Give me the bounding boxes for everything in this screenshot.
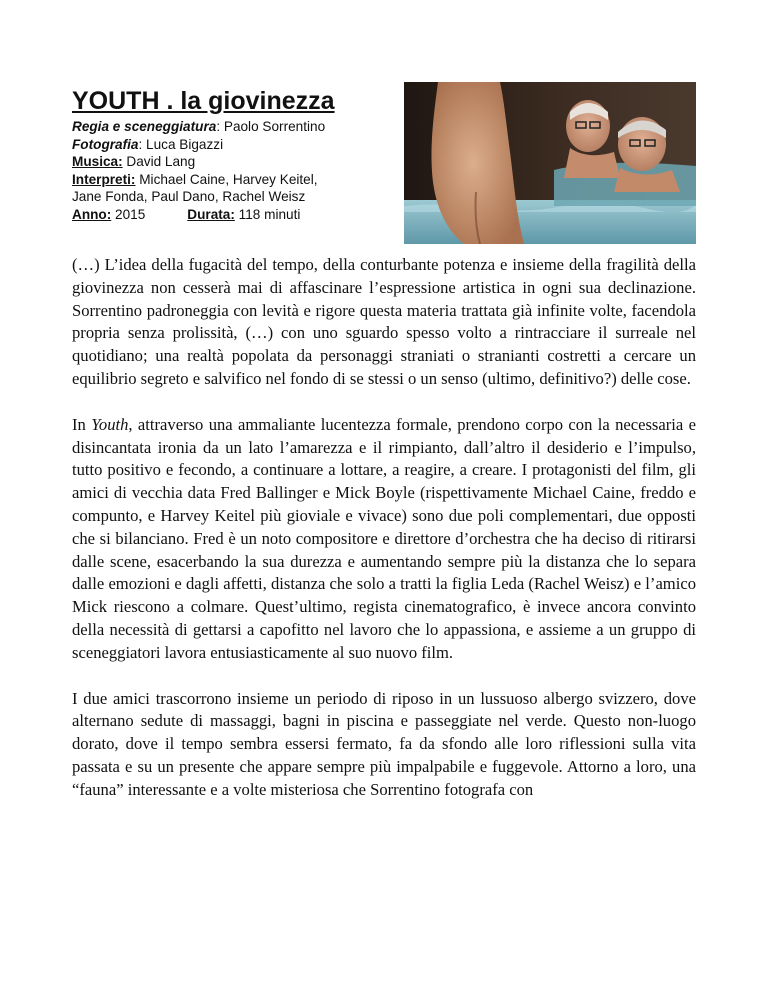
- credit-label: Musica:: [72, 154, 123, 170]
- document-page: [72, 86, 696, 799]
- film-title: YOUTH . la giovinezza: [72, 87, 335, 115]
- anno-label: Anno:: [72, 206, 112, 222]
- film-still-svg: [404, 82, 696, 244]
- credit-anno-durata: [72, 206, 412, 224]
- anno-value: 2015: [115, 206, 146, 222]
- paragraph-2-text: , attraverso una ammaliante lucentezza formale, prendono corpo con la necessaria e disincantata ironia da un lato l’amarezza e il rimpianto, dall’altro il desiderio e l’impulso, tutto positivo e fecondo, a continuare a lottare, a reagire, a creare. I protagonisti del film, gli amici di vecchia data Fred Ballinger e Mick Boyle (rispettivamente Michael Caine, freddo e compunto, e Harvey Keitel più gioviale e vivace) sono due poli complementari, due opposti che si bilanciano. Fred è un noto compositore e direttore d’orchestra che ha deciso di ritirarsi dalle scene, esacerbando la sua durezza e aumentando sempre più la distanza che lo separa dalle emozioni e dagli affetti, distanza che solo a tratti la figlia Leda (Rachel Weisz) e l’amico Mick riescono a colmare. Quest’ultimo, regista cinematografico, è invece ancora convinto della necessità di gettarsi a capofitto nel lavoro che lo appassiona, e assieme a un gruppo di sceneggiatori lavora entusiasticamente al suo nuovo film.: [72, 414, 696, 662]
- paragraph-3: I due amici trascorrono insieme un periodo di riposo in un lussuoso albergo svizzero, dove alternano sedute di massaggi, bagni in piscina e passeggiate nel verde. Questo non-luogo dorato, dove il tempo sembra essersi fermato, fa da sfondo alle loro riflessioni sulla vita passata e su un presente che appare sempre più impalpabile e fuggevole. Attorno a loro, una “fauna” interessante e a volte misteriosa che Sorrentino fotografa con: [72, 688, 696, 799]
- credit-value: Paolo Sorrentino: [223, 119, 326, 134]
- credit-musica: [72, 153, 412, 171]
- durata-value: 118 minuti: [238, 206, 301, 222]
- credit-label: Regia e sceneggiatura: [72, 119, 217, 134]
- credit-label: Fotografia: [72, 136, 139, 152]
- film-still-image: [404, 82, 696, 244]
- credit-value: Luca Bigazzi: [146, 136, 224, 152]
- credit-value: Michael Caine, Harvey Keitel,: [139, 171, 318, 187]
- credit-sep: :: [216, 119, 224, 134]
- paragraph-2-intro: In: [72, 414, 92, 434]
- film-name: Youth: [91, 414, 129, 434]
- durata-label: Durata:: [187, 206, 235, 222]
- paragraph-1: (…) L’idea della fugacità del tempo, della conturbante potenza e insieme della fragilità della giovinezza non cesserà mai di affascinare l’espressione artistica in ogni sua declinazione. Sorrentino padroneggia con levità e rigore questa materia trattata già infinite volte, facendola propria senza prolissità, (…) con uno sguardo spesso volto a rintracciare il surreale nel quotidiano; una realtà popolata da personaggi straniati o stranianti costretti a cercare un equilibrio segreto e salvifico nel fondo di se stessi o un senso (ultimo, definitivo?) delle cose.: [72, 255, 696, 388]
- paragraph-2: [72, 414, 696, 665]
- credit-fotografia: [72, 136, 412, 154]
- credit-value: David Lang: [126, 154, 196, 170]
- review-body: [72, 254, 696, 825]
- credit-interpreti: [72, 171, 412, 189]
- cast-continued: Jane Fonda, Paul Dano, Rachel Weisz: [72, 189, 306, 205]
- film-credits: [72, 86, 412, 224]
- credit-regia: [72, 118, 412, 136]
- film-header: [72, 86, 696, 246]
- credit-label: Interpreti:: [72, 171, 136, 187]
- credit-sep: :: [138, 136, 147, 152]
